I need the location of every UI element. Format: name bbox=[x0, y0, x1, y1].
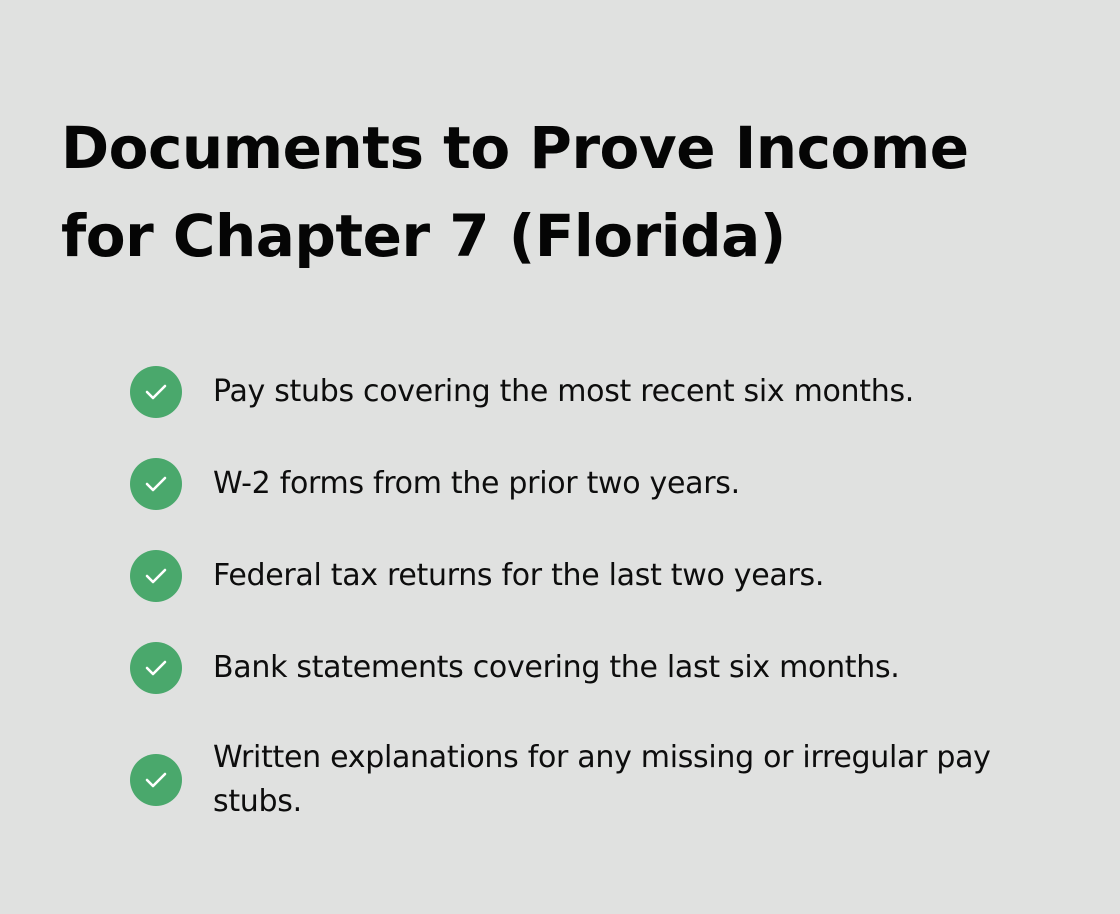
list-item bbox=[130, 642, 1030, 694]
check-circle-icon bbox=[130, 754, 182, 806]
list-item bbox=[130, 366, 1030, 418]
list-item bbox=[130, 458, 1030, 510]
list-item-text: Federal tax returns for the last two years. bbox=[213, 558, 825, 593]
check-circle-icon bbox=[130, 642, 182, 694]
list-item-text: Bank statements covering the last six months. bbox=[213, 650, 900, 685]
list-item bbox=[130, 550, 1030, 602]
check-circle-icon bbox=[130, 366, 182, 418]
check-circle-icon bbox=[130, 458, 182, 510]
list-item-text: W-2 forms from the prior two years. bbox=[213, 466, 740, 501]
list-item-text: Pay stubs covering the most recent six months. bbox=[213, 374, 915, 409]
list-item bbox=[130, 736, 1030, 824]
list-item-text: Written explanations for any missing or irregular pay stubs. bbox=[213, 740, 991, 819]
page-title: Documents to Prove Income for Chapter 7 (Florida) bbox=[61, 114, 969, 270]
check-circle-icon bbox=[130, 550, 182, 602]
